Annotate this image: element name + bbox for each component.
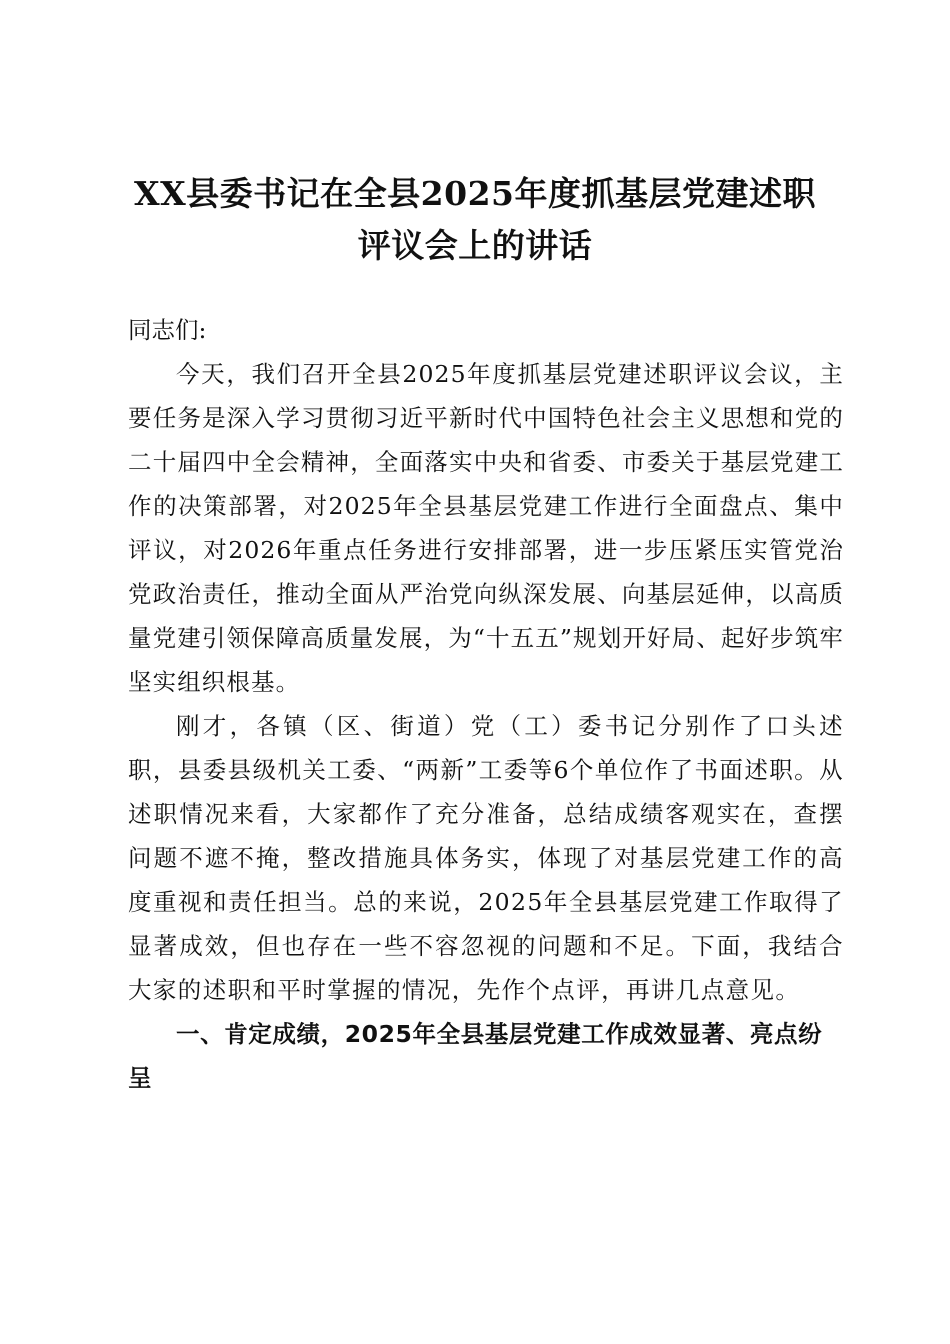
title-line-1: XX县委书记在全县2025年度抓基层党建述职 [133,174,817,213]
document-title [110,168,840,272]
title-line-2: 评议会上的讲话 [357,226,593,265]
paragraph-opening: 今天，我们召开全县2025年度抓基层党建述职评议会议，主要任务是深入学习贯彻习近平新时代中国特色社会主义思想和党的二十届四中全会精神，全面落实中央和省委、市委关于基层党建工作的决策部署，对2025年全县基层党建工作进行全面盘点、集中评议，对2026年重点任务进行安排部署，进一步压紧压实管党治党政治责任，推动全面从严治党向纵深发展、向基层延伸，以高质量党建引领保障高质量发展，为“十五五”规划开好局、起好步筑牢坚实组织根基。 [128,360,844,696]
section-heading: 一、肯定成绩，2025年全县基层党建工作成效显著、亮点纷呈 [128,1020,823,1092]
salutation: 同志们: [128,316,207,344]
paragraph-review: 刚才，各镇（区、街道）党（工）委书记分别作了口头述职，县委县级机关工委、“两新”工委等6个单位作了书面述职。从述职情况来看，大家都作了充分准备，总结成绩客观实在，查摆问题不遮不掩，整改措施具体务实，体现了对基层党建工作的高度重视和责任担当。总的来说，2025年全县基层党建工作取得了显著成效，但也存在一些不容忽视的问题和不足。下面，我结合大家的述职和平时掌握的情况，先作个点评，再讲几点意见。 [128,712,844,1004]
document-body [128,308,844,1100]
